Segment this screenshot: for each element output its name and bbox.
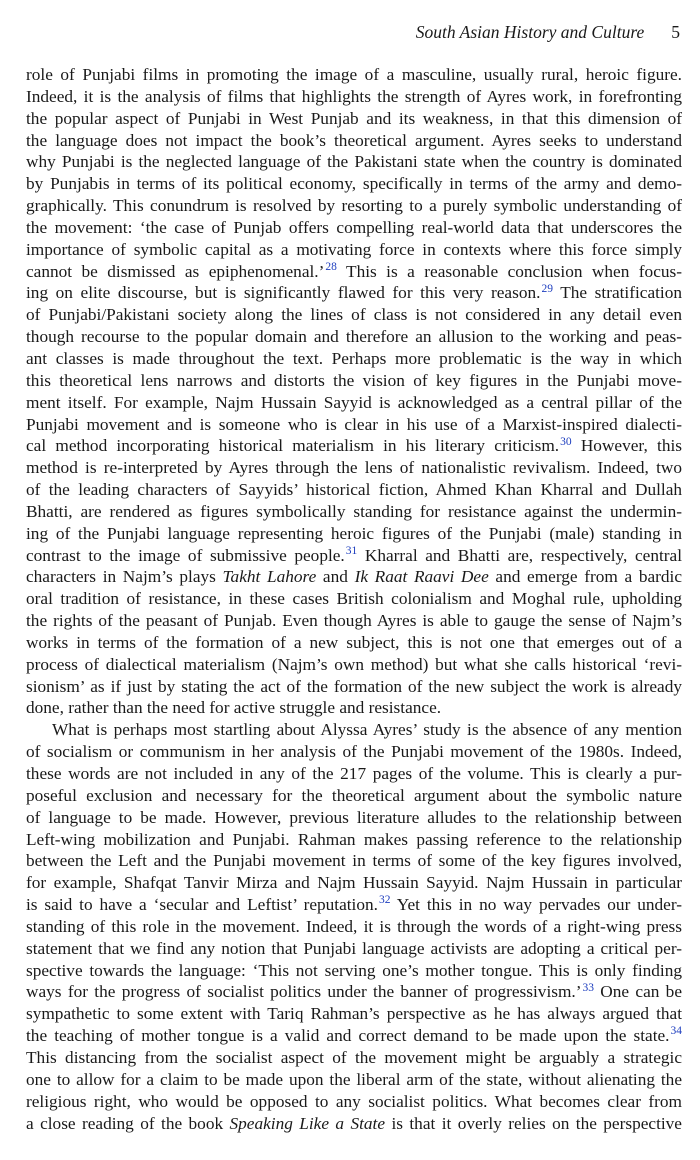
text-line [26,173,682,195]
text-segment: Indeed, it is the analysis of films that highlights the strength of Ayres work, in forefronting [26,86,682,106]
text-line [26,1113,682,1135]
text-segment: method is re-interpreted by Ayres through the lens of nationalistic revivalism. Indeed, two [26,458,682,478]
text-segment: sionism’ as if just by stating the act of the formation of the new subject the work is already [26,676,682,696]
text-line [26,195,682,217]
text-segment: ment itself. For example, Najm Hussain Sayyid is acknowledged as a central pillar of the [26,392,682,412]
text-line [26,217,682,239]
text-line [26,785,682,807]
text-segment: these words are not included in any of the 217 pages of the volume. This is clearly a pur- [26,764,682,783]
text-segment: statement that we find any notion that Punjabi language activists are adopting a critical per- [26,938,682,958]
text-line [26,610,682,632]
italic-title: Takht Lahore [222,567,317,587]
text-line [26,414,682,436]
text-line [26,130,682,152]
text-segment: of socialism or communism in her analysis of the Punjabi movement of the 1980s. Indeed, [26,742,682,762]
text-segment: the teaching of mother tongue is a valid and correct demand to be made upon the state. [26,1026,670,1046]
text-line [26,523,682,545]
text-line [26,632,682,654]
text-line [26,1069,682,1091]
text-segment: for example, Shafqat Tanvir Mirza and Najm Hussain Sayyid. Najm Hussain in particular [26,873,682,893]
body-text [26,64,682,1134]
text-line [26,479,682,501]
italic-title: Speaking Like a State [229,1113,386,1133]
text-line [26,392,682,414]
text-line [26,807,682,829]
text-segment: is said to have a ‘secular and Leftist’ reputation. [26,895,378,915]
text-line [26,588,682,610]
text-segment: However, this [571,436,682,456]
text-line [26,654,682,676]
text-line [26,1003,682,1025]
text-segment: oral tradition of resistance, in these cases British colonialism and Moghal rule, upholding [26,589,682,609]
text-segment: why Punjabi is the neglected language of the Pakistani state when the country is dominated [26,152,682,172]
italic-title: Ik Raat Raavi Dee [354,567,489,587]
text-line [26,960,682,982]
text-segment: sympathetic to some extent with Tariq Rahman’s perspective as he has always argued that [26,1004,682,1024]
text-segment: This is a reasonable conclusion when focus- [336,261,682,281]
text-segment: Bhatti, are rendered as figures symbolically standing for resistance against the undermin- [26,501,682,521]
footnote-ref-link[interactable]: 33 [582,981,594,994]
journal-title: South Asian History and Culture [415,22,645,42]
text-segment: ing of the Punjabi language representing heroic figures of the Punjabi (male) standing in [26,523,682,543]
text-segment: done, rather than the need for active struggle and resistance. [26,698,442,718]
text-segment: Kharral and Bhatti are, respectively, central [357,545,682,565]
text-segment: standing of this role in the movement. Indeed, it is through the words of a right-wing press [26,916,682,936]
footnote-ref-link[interactable]: 32 [378,894,391,907]
text-segment: importance of symbolic capital as a motivating force in contexts where this force simply [26,239,682,259]
text-segment: characters in Najm’s plays [26,567,223,587]
text-segment: One can be [594,982,682,1002]
footnote-ref-link[interactable]: 28 [325,260,337,273]
text-line [26,872,682,894]
text-segment: ant classes is made throughout the text. Perhaps more problematic is the way in which [26,348,682,368]
text-segment: of the leading characters of Sayyids’ historical fiction, Ahmed Khan Kharral and Dullah [26,480,682,500]
running-header [416,21,680,43]
text-segment: What is perhaps most startling about Alyssa Ayres’ study is the absence of any mention [52,720,682,740]
text-segment: process of dialectical materialism (Najm’s own method) but what she calls historical ‘revi- [26,654,682,674]
text-segment: and [316,567,355,587]
text-segment: the movement: ‘the case of Punjab offers compelling real-world data that underscores the [26,217,682,237]
text-segment: cal method incorporating historical materialism in his literary criticism. [26,436,560,456]
text-segment: This distancing from the socialist aspect of the movement might be arguably a strategic [26,1047,682,1067]
text-line [26,981,682,1003]
footnote-ref-link[interactable]: 31 [345,544,358,557]
text-segment: of language to be made. However, previous literature alludes to the relationship between [26,807,682,827]
text-line [26,916,682,938]
text-segment: religious right, who would be opposed to any socialist politics. What becomes clear from [26,1091,682,1111]
footnote-ref-link[interactable]: 30 [560,435,572,448]
text-segment: Punjabi movement and is someone who is clear in his use of a Marxist-inspired dialecti- [26,414,682,434]
text-line [26,1047,682,1069]
text-segment: works in terms of the formation of a new subject, this is not one that emerges out of a [26,632,682,652]
text-line [26,261,682,283]
text-line [26,719,682,741]
page-number: 5 [671,22,680,42]
text-segment: one to allow for a claim to be made upon the liberal arm of the state, without alienating the [26,1069,682,1089]
text-segment: graphically. This conundrum is resolved by resorting to a purely symbolic understanding of [26,196,682,216]
text-line [26,501,682,523]
text-segment: spective towards the language: ‘This not serving one’s mother tongue. This is only finding [26,960,682,980]
text-segment: poseful exclusion and necessary for the theoretical argument about the symbolic nature [26,785,682,805]
footnote-ref-link[interactable]: 29 [541,282,553,295]
text-segment: cannot be dismissed as epiphenomenal.’ [26,261,325,281]
text-segment: the popular aspect of Punjabi in West Punjab and its weakness, in that this dimension of [26,108,682,128]
text-segment: The stratification [552,283,683,303]
text-segment: though recourse to the popular domain and therefore an allusion to the working and peas- [26,327,682,347]
text-segment: is that it overly relies on the perspective [385,1113,682,1133]
text-segment: the language does not impact the book’s theoretical argument. Ayres seeks to understand [26,130,682,150]
text-line [26,86,682,108]
text-segment: the rights of the peasant of Punjab. Even though Ayres is able to gauge the sense of Najm’s [26,611,682,631]
text-segment: ways for the progress of socialist politics under the banner of progressivism.’ [26,982,582,1002]
text-line [26,1091,682,1113]
text-line [26,239,682,261]
text-segment: ing on elite discourse, but is significantly flawed for this very reason. [26,283,541,303]
text-line [26,545,682,567]
text-line [26,64,682,86]
text-line [26,151,682,173]
text-line [26,108,682,130]
text-segment: by Punjabis in terms of its political economy, specifically in terms of the army and demo- [26,174,682,194]
text-segment: of Punjabi/Pakistani society along the lines of class is not considered in any detail even [26,305,682,325]
text-segment: a close reading of the book [26,1113,230,1133]
text-segment: contrast to the image of submissive people. [26,545,345,565]
text-line [26,435,682,457]
text-line [26,938,682,960]
text-segment: and emerge from a bardic [488,567,683,587]
text-line [26,457,682,479]
footnote-ref-link[interactable]: 34 [670,1025,682,1038]
text-segment: Left-wing mobilization and Punjabi. Rahman makes passing reference to the relationship [26,829,682,849]
text-line [26,282,682,304]
text-line [26,894,682,916]
text-line [26,676,682,698]
text-line [26,741,682,763]
text-line [26,829,682,851]
text-line [26,370,682,392]
text-line [26,850,682,872]
text-line [26,304,682,326]
text-line [26,1025,682,1047]
text-segment: Yet this in no way pervades our under- [390,895,682,915]
text-line [26,326,682,348]
text-line [26,697,682,719]
text-line [26,348,682,370]
text-segment: between the Left and the Punjabi movement in terms of some of the key figures involved, [26,851,682,871]
text-line [26,763,682,785]
text-segment: role of Punjabi films in promoting the image of a masculine, usually rural, heroic figure. [26,65,682,84]
text-line [26,566,682,588]
text-segment: this theoretical lens narrows and distorts the vision of key figures in the Punjabi move- [26,370,682,390]
